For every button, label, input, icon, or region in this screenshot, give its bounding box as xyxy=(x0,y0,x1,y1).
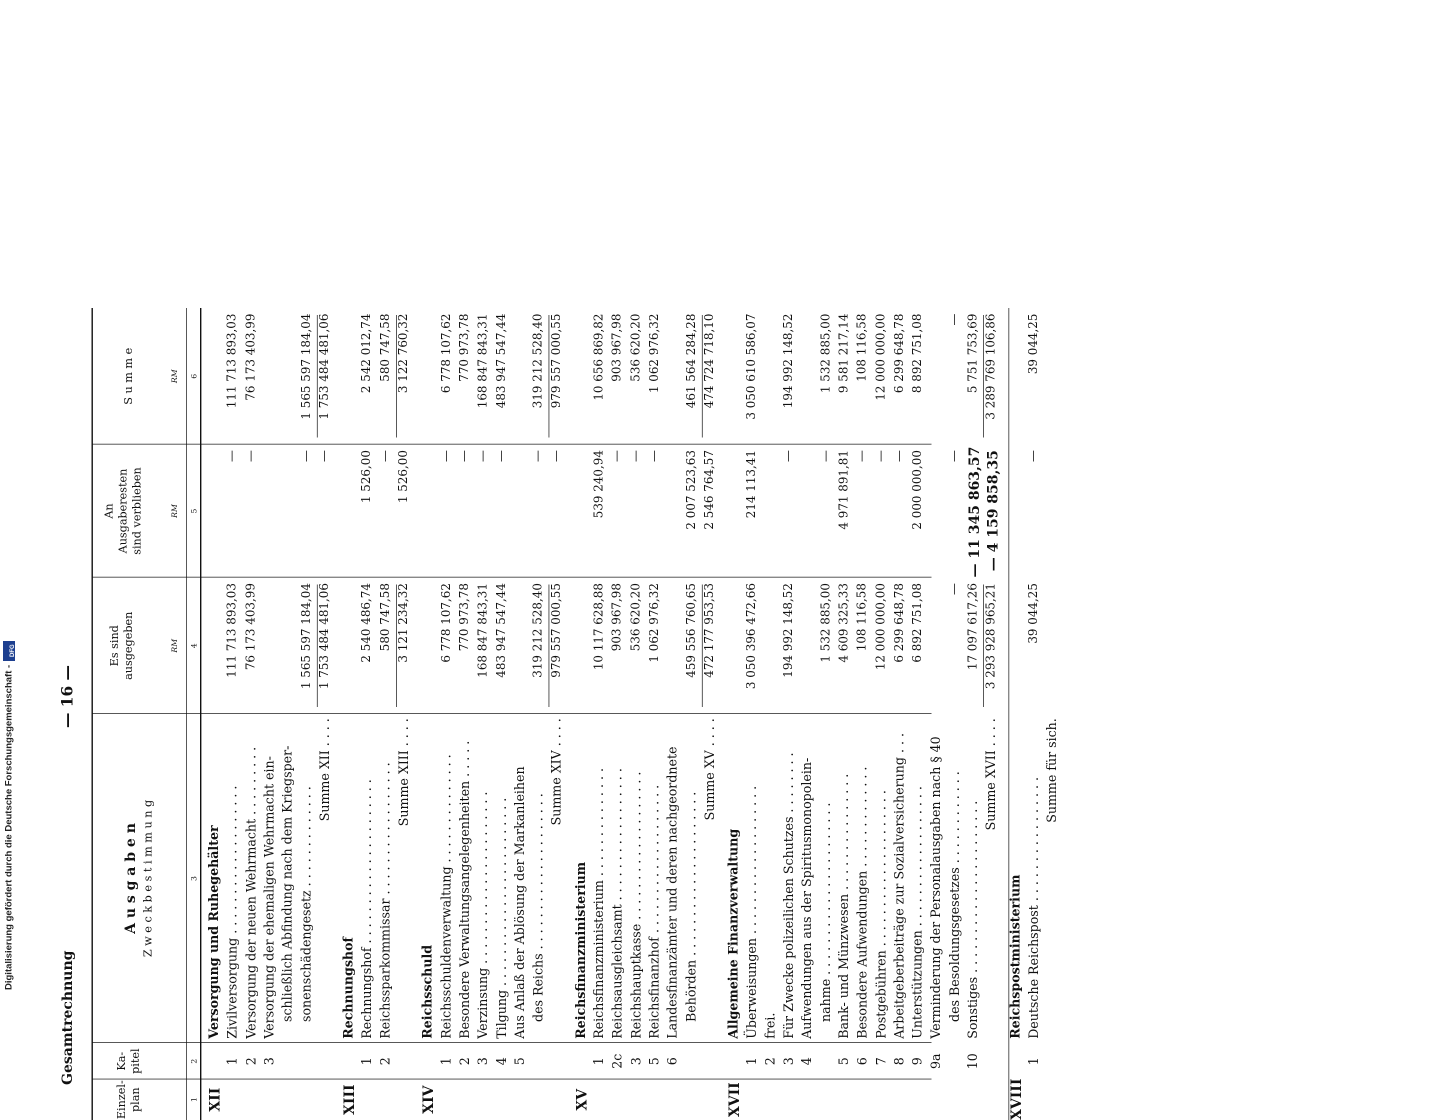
item-text: Sonstiges . . . . . . . . . . . . . . . . . . . . . . xyxy=(965,800,981,1039)
subtotal-rule-sum xyxy=(702,315,703,438)
chapter-number: 8 xyxy=(892,1057,907,1066)
header-sum: S u m m e xyxy=(121,347,135,405)
amount-spent: 10 117 628,88 xyxy=(592,583,606,671)
item-text: Überweisungen . . . . . . . . . . . . . . . . . . . xyxy=(744,785,760,1039)
amount-sum: 770 973,78 xyxy=(457,313,472,382)
rule-header-bottom xyxy=(186,308,187,1120)
subtotal-label: Summe XIII . . . . xyxy=(396,718,412,827)
item-text: des Besoldungsgesetzes . . . . . . . . . . . . xyxy=(947,771,963,1022)
amount-rest: 1 526,00 xyxy=(396,450,411,504)
item-text: Unterstützungen . . . . . . . . . . . . . . . . . . xyxy=(910,786,926,1039)
rule-col-3 xyxy=(92,713,932,714)
dfg-logo: DFG xyxy=(3,641,15,661)
amount-sum: 39 044,25 xyxy=(1026,313,1041,375)
item-text: Reichshauptkasse . . . . . . . . . . . . . . . . . . . xyxy=(628,771,644,1039)
chapter-number: 3 xyxy=(475,1057,491,1066)
chapter-number: 1 xyxy=(1026,1057,1042,1066)
item-text: Verzinsung . . . . . . . . . . . . . . . . . . . . . . xyxy=(475,791,491,1039)
amount-spent: 4 609 325,33 xyxy=(836,583,851,663)
amount-spent: 111 713 893,03 xyxy=(225,583,240,678)
subtotal-label: Summe XV . . . . xyxy=(702,718,718,821)
subtotal-label: Summe XIV . . . . xyxy=(549,718,565,826)
amount-spent: 3 121 234,32 xyxy=(396,583,411,663)
amount-spent: 12 000 000,00 xyxy=(873,583,888,671)
item-text: schließlich Abfindung nach dem Kriegsper- xyxy=(280,745,296,1022)
amount-sum: 6 778 107,62 xyxy=(439,313,454,394)
amount-spent: 580 747,58 xyxy=(378,583,393,652)
column-number-2: 2 xyxy=(189,1058,199,1064)
amount-spent: 6 778 107,62 xyxy=(439,583,454,663)
subtotal-rule-sum xyxy=(549,315,550,438)
amount-spent: 2 540 486,74 xyxy=(359,583,374,663)
amount-spent: 3 293 928 965,21 xyxy=(984,583,999,690)
subtotal-rule-sum xyxy=(984,315,985,438)
subtotal-rule-spent xyxy=(702,585,703,708)
item-text: Reichsausgleichsamt . . . . . . . . . . . . . . . . . xyxy=(610,768,626,1039)
chapter-number: 2 xyxy=(243,1057,259,1066)
amount-rest: — xyxy=(892,450,907,462)
unit-sum: RM xyxy=(169,369,179,384)
amount-sum: 8 892 751,08 xyxy=(910,313,925,394)
amount-rest: — xyxy=(549,450,564,462)
header-chap-1: Ka- xyxy=(114,1051,128,1071)
item-text: Arbeitgeberbeiträge zur Sozialversicherung . . . xyxy=(892,733,907,1039)
header-plan-1: Einzel- xyxy=(114,1080,128,1120)
amount-rest: — xyxy=(610,450,625,462)
amount-rest: — 4 159 858,35 xyxy=(984,450,1002,572)
column-number-3: 3 xyxy=(189,876,199,881)
chapter-number: 4 xyxy=(800,1057,815,1066)
header-rest-3: sind verblieben xyxy=(130,467,144,555)
plan-number: XVII xyxy=(725,1082,743,1118)
amount-spent: — xyxy=(947,583,962,595)
section-heading: Rechnungshof xyxy=(341,937,357,1039)
amount-sum: 76 173 403,99 xyxy=(243,313,258,401)
header-rest-1: An xyxy=(102,503,116,519)
item-text: Landesfinanzämter und deren nachgeordnete xyxy=(665,746,681,1039)
amount-rest: — 11 345 863,57 xyxy=(965,446,983,578)
amount-spent: 903 967,98 xyxy=(610,583,625,652)
item-text: frei. xyxy=(763,1012,778,1039)
amount-sum: 12 000 000,00 xyxy=(873,313,888,401)
amount-sum: 111 713 893,03 xyxy=(225,313,240,409)
amount-sum: 1 062 976,32 xyxy=(647,313,662,394)
item-text: Bank- und Münzwesen . . . . . . . . . . . . . . . xyxy=(836,773,852,1039)
amount-spent: 108 116,58 xyxy=(855,583,870,652)
chapter-number: 2c xyxy=(610,1053,626,1069)
plan-number: XVIII xyxy=(1007,1078,1025,1120)
chapter-number: 2 xyxy=(763,1057,778,1066)
item-text: Versorgung der neuen Wehrmacht . . . . . . . . . xyxy=(243,746,259,1039)
amount-rest: 2 546 764,57 xyxy=(702,450,717,530)
amount-sum: 3 289 769 106,86 xyxy=(984,313,999,420)
amount-sum: 1 565 597 184,04 xyxy=(299,313,314,420)
item-text: Tilgung . . . . . . . . . . . . . . . . . . . . . . . . xyxy=(494,797,510,1039)
amount-rest: — xyxy=(243,450,258,462)
amount-rest: 214 113,41 xyxy=(744,450,759,519)
subtotal-rule-spent xyxy=(549,585,550,708)
rule-colnum-bottom xyxy=(200,308,201,1120)
column-number-1: 1 xyxy=(189,1097,199,1103)
subtotal-rule-spent xyxy=(396,585,397,708)
header-spent-2: ausgegeben xyxy=(121,611,135,680)
amount-sum: 5 751 753,69 xyxy=(965,313,980,394)
unit-rest: RM xyxy=(169,504,179,518)
item-text: Reichsfinanzministerium . . . . . . . . . . . . . . xyxy=(592,768,607,1039)
item-text: Reichssparkommissar . . . . . . . . . . . . . . . . . xyxy=(378,762,393,1039)
subtotal-rule-sum xyxy=(396,315,397,438)
chapter-number: 1 xyxy=(439,1057,454,1066)
header-ausgaben: A u s g a b e n xyxy=(121,823,139,934)
amount-sum: 9 581 217,14 xyxy=(836,313,851,394)
column-number-5: 5 xyxy=(189,508,199,514)
item-text: Postgebühren . . . . . . . . . . . . . . . . . . . . xyxy=(873,790,889,1039)
chapter-number: 4 xyxy=(494,1057,510,1066)
amount-rest: — xyxy=(781,450,796,462)
amount-spent: 319 212 528,40 xyxy=(531,583,546,678)
rotated-ledger-page xyxy=(58,126,1060,1120)
amount-rest: — xyxy=(1026,450,1041,462)
rule-table-top xyxy=(92,308,93,1120)
item-text: Für Zwecke polizeilichen Schutzes . . . . . . . . xyxy=(781,752,797,1039)
amount-rest: — xyxy=(457,450,472,462)
chapter-number: 3 xyxy=(781,1057,797,1066)
amount-rest: — xyxy=(818,450,833,462)
amount-spent: 194 992 148,52 xyxy=(781,583,796,678)
amount-rest: — xyxy=(947,450,962,462)
amount-sum: 319 212 528,40 xyxy=(531,313,546,409)
amount-rest: — xyxy=(439,450,454,462)
plan-number: XV xyxy=(572,1088,590,1111)
item-text: Besondere Aufwendungen . . . . . . . . . . . . . xyxy=(855,766,871,1039)
section-heading: Reichspostministerium xyxy=(1008,874,1023,1039)
amount-spent: 483 947 547,44 xyxy=(494,583,509,678)
header-zweck: Z w e c k b e s t i m m u n g xyxy=(141,799,155,958)
item-text: Aufwendungen aus der Spiritusmonopolein- xyxy=(800,757,815,1039)
amount-rest: — xyxy=(317,450,332,462)
item-text: nahme . . . . . . . . . . . . . . . . . . . . . . xyxy=(818,802,834,1022)
amount-rest: — xyxy=(647,450,662,462)
section-heading: Reichsfinanzministerium xyxy=(573,861,589,1039)
chapter-number: 2 xyxy=(378,1057,393,1066)
amount-rest: — xyxy=(494,450,509,462)
amount-rest: — xyxy=(531,450,546,462)
amount-spent: 1 062 976,32 xyxy=(647,583,662,663)
chapter-number: 1 xyxy=(359,1057,375,1066)
amount-rest: — xyxy=(225,450,240,462)
amount-rest: 2 007 523,63 xyxy=(684,450,699,530)
amount-sum: 903 967,98 xyxy=(610,313,625,382)
section-heading: Versorgung und Ruhegehälter xyxy=(207,825,222,1039)
chapter-number: 9 xyxy=(910,1057,926,1066)
chapter-number: 1 xyxy=(744,1057,760,1066)
amount-sum: 10 656 869,82 xyxy=(592,313,606,401)
item-text: sonenschädengesetz . . . . . . . . . . . . . xyxy=(299,786,314,1022)
plan-number: XII xyxy=(206,1087,224,1112)
amount-sum: 474 724 718,10 xyxy=(702,313,717,409)
unit-spent: RM xyxy=(169,638,179,653)
amount-sum: 108 116,58 xyxy=(855,313,870,382)
header-plan-2: plan xyxy=(128,1087,142,1113)
subtotal-rule-sum xyxy=(317,315,318,438)
amount-sum: 483 947 547,44 xyxy=(494,313,509,409)
rule-col-5 xyxy=(92,444,932,445)
item-text: Behörden . . . . . . . . . . . . . . . . . . . . . xyxy=(684,791,699,1022)
amount-rest: — xyxy=(475,450,490,462)
rule-before-plan-xviii xyxy=(1008,308,1009,1120)
chapter-number: 2 xyxy=(457,1057,473,1066)
amount-sum: 6 299 648,78 xyxy=(892,313,907,394)
chapter-number: 1 xyxy=(225,1057,241,1066)
amount-rest: — xyxy=(855,450,870,462)
amount-rest: 539 240,94 xyxy=(592,450,606,519)
amount-sum: 979 557 000,55 xyxy=(549,313,564,409)
chapter-number: 9a xyxy=(928,1053,944,1069)
scan-credit xyxy=(2,20,16,990)
amount-sum: 3 122 760,32 xyxy=(396,313,411,394)
chapter-number: 1 xyxy=(592,1057,607,1066)
page-number: — 16 — xyxy=(58,665,77,728)
amount-sum: 3 050 610 586,07 xyxy=(744,313,759,420)
chapter-number: 5 xyxy=(647,1057,662,1066)
chapter-number: 3 xyxy=(262,1057,277,1066)
amount-spent: 536 620,20 xyxy=(628,583,643,652)
amount-spent: 76 173 403,99 xyxy=(243,583,258,671)
chapter-number: 7 xyxy=(873,1057,889,1066)
subtotal-label: Summe XVII . . . . xyxy=(984,718,999,831)
chapter-number: 6 xyxy=(855,1057,871,1066)
amount-spent: 3 050 396 472,66 xyxy=(744,583,759,690)
header-chap-2: pitel xyxy=(128,1048,142,1074)
header-rest-2: Ausgaberesten xyxy=(116,468,130,554)
rule-col-4 xyxy=(92,577,932,578)
item-text: Aus Anlaß der Ablösung der Markanleihen xyxy=(512,766,528,1039)
item-text: Deutsche Reichspost . . . . . . . . . . . . . . . . xyxy=(1026,777,1042,1039)
amount-rest: 1 526,00 xyxy=(359,450,374,504)
scan-credit-text: Digitalisierung gefördert durch die Deutsche Forschungsgemeinschaft - xyxy=(3,664,15,990)
amount-sum: — xyxy=(947,313,962,326)
amount-spent: 1 532 885,00 xyxy=(818,583,833,663)
item-text: Verminderung der Personalausgaben nach § 40 xyxy=(928,736,944,1039)
amount-spent: 17 097 617,26 xyxy=(965,583,980,671)
plan-number: XIV xyxy=(420,1085,437,1114)
column-number-6: 6 xyxy=(189,373,199,379)
amount-spent: 770 973,78 xyxy=(457,583,472,652)
chapter-number: 6 xyxy=(665,1057,681,1066)
amount-rest: 4 971 891,81 xyxy=(836,450,851,530)
subtotal-rule-spent xyxy=(317,585,318,708)
amount-spent: 6 892 751,08 xyxy=(910,583,925,663)
item-text: Zivilversorgung . . . . . . . . . . . . . . . . . . . xyxy=(225,785,241,1039)
item-text: Besondere Verwaltungsangelegenheiten . . . . . xyxy=(457,740,473,1039)
header-spent-1: Es sind xyxy=(107,625,121,667)
amount-rest: — xyxy=(378,450,393,462)
amount-rest: — xyxy=(628,450,643,462)
item-text: Versorgung der ehemaligen Wehrmacht ein- xyxy=(262,756,277,1039)
amount-spent: 39 044,25 xyxy=(1026,583,1041,644)
amount-rest: — xyxy=(299,450,314,462)
amount-spent: 1 565 597 184,04 xyxy=(299,583,314,690)
chapter-number: 5 xyxy=(836,1057,852,1066)
subtotal-rule-spent xyxy=(984,585,985,708)
amount-spent: 1 753 484 481,06 xyxy=(317,583,332,690)
item-text: Reichsfinanzhof . . . . . . . . . . . . . . . . . . . xyxy=(647,784,662,1039)
amount-sum: 580 747,58 xyxy=(378,313,393,382)
section-title: Gesamtrechnung xyxy=(58,950,76,1085)
amount-spent: 979 557 000,55 xyxy=(549,583,564,678)
amount-spent: 168 847 843,31 xyxy=(475,583,490,678)
section-heading: Reichsschuld xyxy=(420,944,436,1039)
chapter-number: 10 xyxy=(965,1053,981,1070)
item-text: Reichsschuldenverwaltung . . . . . . . . . . . . . . xyxy=(439,754,454,1039)
item-text: des Reichs . . . . . . . . . . . . . . . . . . . . xyxy=(531,793,546,1022)
section-heading: Allgemeine Finanzverwaltung xyxy=(726,828,742,1039)
subtotal-label: Summe für sich. xyxy=(1045,718,1060,823)
item-text: Rechnungshof . . . . . . . . . . . . . . . . . . . . . xyxy=(359,779,375,1039)
amount-spent: 459 556 760,65 xyxy=(684,583,699,678)
amount-spent: 6 299 648,78 xyxy=(892,583,907,663)
amount-sum: 461 564 284,28 xyxy=(684,313,699,409)
amount-sum: 1 532 885,00 xyxy=(818,313,833,394)
amount-sum: 194 992 148,52 xyxy=(781,313,796,409)
column-number-4: 4 xyxy=(189,643,199,649)
chapter-number: 5 xyxy=(512,1057,528,1066)
subtotal-label: Summe XII . . . . xyxy=(317,718,333,822)
chapter-number: 3 xyxy=(628,1057,644,1066)
amount-rest: — xyxy=(873,450,888,462)
amount-sum: 536 620,20 xyxy=(628,313,643,382)
amount-rest: 2 000 000,00 xyxy=(910,450,925,530)
amount-sum: 2 542 012,74 xyxy=(359,313,374,394)
amount-spent: 472 177 953,53 xyxy=(702,583,717,678)
amount-sum: 1 753 484 481,06 xyxy=(317,313,332,420)
amount-sum: 168 847 843,31 xyxy=(475,313,490,409)
plan-number: XIII xyxy=(340,1084,358,1115)
